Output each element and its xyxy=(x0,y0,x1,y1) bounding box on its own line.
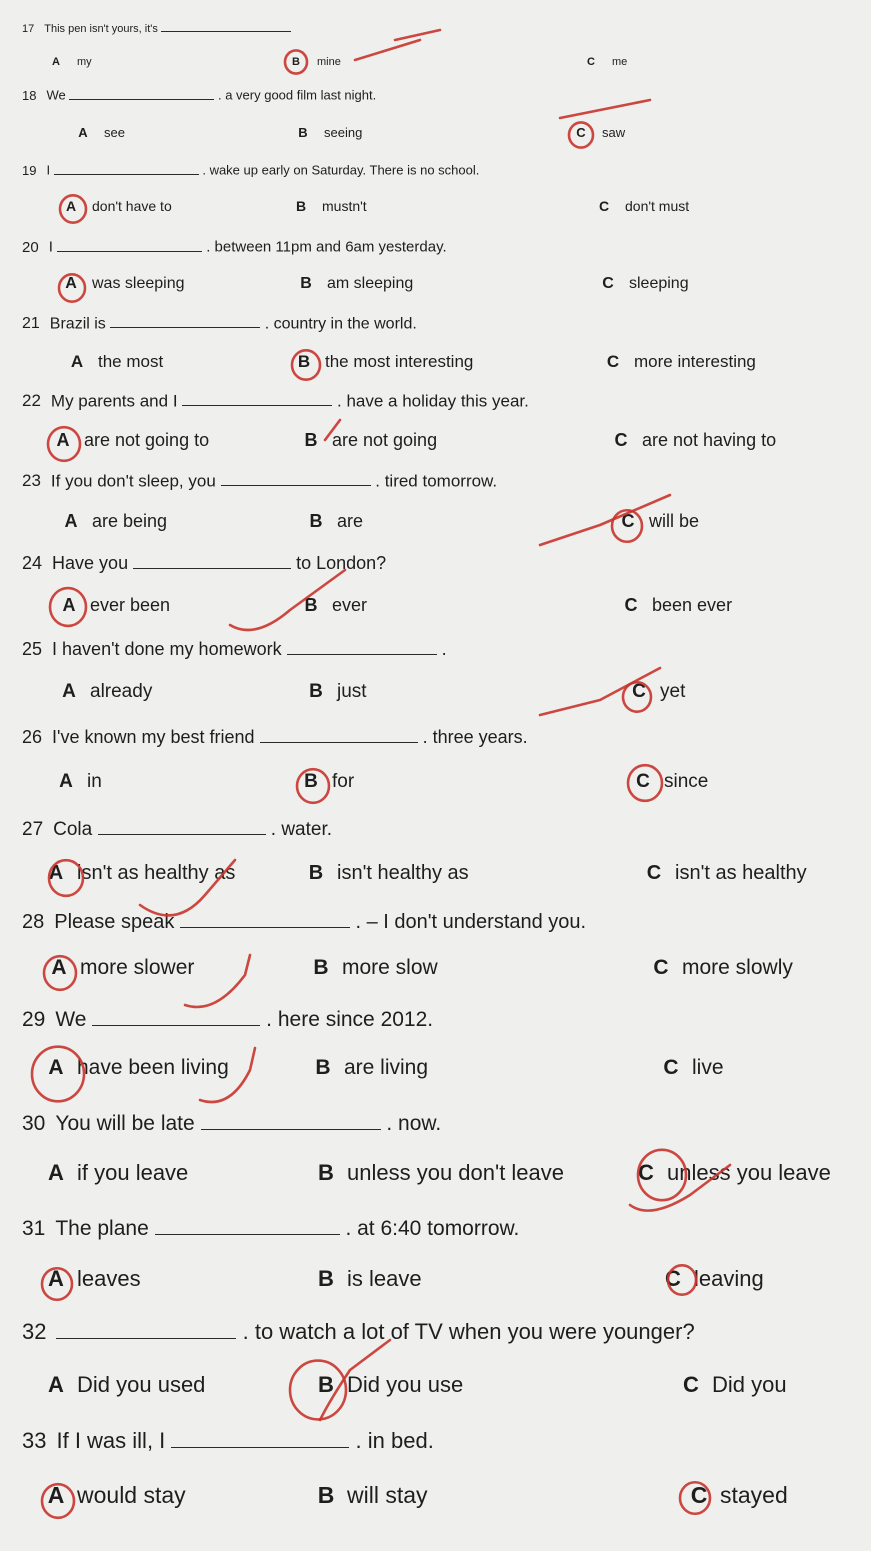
question-number: 33 xyxy=(22,1427,47,1453)
answer-blank[interactable] xyxy=(69,87,214,100)
option-a[interactable] xyxy=(72,125,125,140)
option-text: isn't as healthy as xyxy=(77,862,236,884)
option-text: are not going xyxy=(332,430,438,450)
option-letter: A xyxy=(78,125,88,140)
option-letter: C xyxy=(576,125,586,140)
stem-text-before: I xyxy=(46,162,51,178)
question-stem xyxy=(22,1427,434,1454)
option-letter: B xyxy=(304,595,318,615)
option-letter: C xyxy=(690,1482,708,1508)
answer-blank[interactable] xyxy=(171,1427,349,1448)
option-letter: A xyxy=(62,595,76,615)
question-number: 25 xyxy=(22,639,43,660)
option-b[interactable] xyxy=(310,956,438,980)
option-text: just xyxy=(337,681,367,702)
option-text: since xyxy=(664,771,709,792)
option-text: see xyxy=(104,125,125,140)
option-a[interactable] xyxy=(45,1372,205,1398)
option-a[interactable] xyxy=(58,681,152,703)
option-a[interactable] xyxy=(45,1056,229,1080)
option-text: already xyxy=(90,681,153,702)
option-a[interactable] xyxy=(48,956,194,980)
option-text: saw xyxy=(602,125,626,140)
option-letter: A xyxy=(64,511,78,531)
stem-text-after: . xyxy=(441,639,447,660)
question-stem xyxy=(22,390,529,411)
answer-blank[interactable] xyxy=(180,909,350,928)
question-number: 27 xyxy=(22,819,44,841)
option-letter: A xyxy=(65,198,77,214)
answer-blank[interactable] xyxy=(110,313,260,328)
stem-text-after: . to watch a lot of TV when you were younger? xyxy=(242,1318,695,1344)
stem-text-after: . at 6:40 tomorrow. xyxy=(345,1216,520,1240)
option-b[interactable] xyxy=(305,862,469,885)
option-letter: A xyxy=(48,1056,64,1079)
option-text: Did you use xyxy=(347,1372,464,1397)
stem-text-after: . tired tomorrow. xyxy=(375,471,498,491)
stem-text-before: We xyxy=(55,1007,87,1031)
option-a[interactable] xyxy=(45,1482,186,1509)
stem-text-before: Please speak xyxy=(54,911,175,933)
question-stem xyxy=(22,638,447,660)
answer-blank[interactable] xyxy=(98,817,266,835)
option-letter: C xyxy=(663,1056,679,1079)
question-stem xyxy=(22,237,447,256)
question-stem xyxy=(22,552,386,574)
option-text: are being xyxy=(92,511,168,531)
option-letter: B xyxy=(308,862,324,884)
question-stem xyxy=(22,21,291,35)
stem-text-before: We xyxy=(46,87,66,103)
option-c[interactable] xyxy=(643,862,807,885)
option-letter: B xyxy=(318,1372,334,1397)
question-stem xyxy=(22,726,528,748)
option-letter: C xyxy=(587,56,595,68)
option-text: are not having to xyxy=(642,430,777,450)
answer-blank[interactable] xyxy=(260,726,418,743)
option-a[interactable] xyxy=(55,771,102,793)
option-text: me xyxy=(612,56,628,68)
option-text: mustn't xyxy=(322,198,367,214)
option-letter: C xyxy=(598,198,610,214)
option-letter: C xyxy=(624,595,638,615)
option-letter: C xyxy=(683,1372,699,1397)
option-letter: C xyxy=(646,862,662,884)
option-c[interactable] xyxy=(635,1160,831,1186)
option-text: the most interesting xyxy=(325,352,474,371)
option-text: mine xyxy=(317,56,341,68)
option-letter: B xyxy=(317,1482,335,1508)
question-number: 31 xyxy=(22,1216,46,1240)
option-text: leaves xyxy=(77,1266,141,1291)
option-c[interactable] xyxy=(570,125,625,140)
option-c[interactable] xyxy=(662,1266,764,1292)
option-text: ever xyxy=(332,595,368,615)
option-c[interactable] xyxy=(660,1056,724,1080)
stem-text-before: Have you xyxy=(52,553,129,574)
option-letter: B xyxy=(313,956,329,979)
option-b[interactable] xyxy=(300,595,367,616)
option-text: don't have to xyxy=(92,198,172,214)
stem-text-after: . a very good film last night. xyxy=(217,87,377,103)
question-stem xyxy=(22,1110,441,1136)
option-text: are not going to xyxy=(84,430,210,450)
option-letter: A xyxy=(48,1372,64,1397)
option-a[interactable] xyxy=(45,862,235,885)
question-stem xyxy=(22,1006,433,1032)
option-b[interactable] xyxy=(300,430,437,451)
option-a[interactable] xyxy=(60,511,167,532)
stem-text-after: . now. xyxy=(386,1111,442,1135)
option-b[interactable] xyxy=(295,275,413,293)
option-letter: A xyxy=(47,1482,65,1508)
option-c[interactable] xyxy=(610,430,776,451)
option-letter: B xyxy=(298,125,308,140)
answer-blank[interactable] xyxy=(56,1318,236,1339)
option-text: been ever xyxy=(652,595,733,615)
option-letter: B xyxy=(318,1160,334,1185)
option-text: more slow xyxy=(342,956,438,979)
question-stem xyxy=(22,817,332,841)
option-text: the most xyxy=(98,352,164,371)
option-text: will be xyxy=(649,511,700,531)
option-text: Did you used xyxy=(77,1372,206,1397)
option-text: more slower xyxy=(80,956,195,979)
stem-text-after: to London? xyxy=(296,553,387,574)
option-text: isn't healthy as xyxy=(337,862,469,884)
option-c[interactable] xyxy=(632,771,708,793)
option-letter: C xyxy=(602,275,614,292)
option-text: will stay xyxy=(347,1482,428,1508)
option-letter: B xyxy=(318,1266,334,1291)
question-stem xyxy=(22,87,376,103)
stem-text-after: . country in the world. xyxy=(264,315,417,333)
option-text: if you leave xyxy=(77,1160,189,1185)
question-number: 21 xyxy=(22,315,40,333)
option-a[interactable] xyxy=(45,56,92,68)
stem-text-before: The plane xyxy=(55,1216,149,1240)
option-letter: B xyxy=(309,681,323,702)
option-b[interactable] xyxy=(315,1372,463,1398)
question-number: 29 xyxy=(22,1007,46,1031)
answer-blank[interactable] xyxy=(287,638,437,655)
option-text: are living xyxy=(344,1056,429,1079)
stem-text-after: . here since 2012. xyxy=(266,1007,434,1031)
option-c[interactable] xyxy=(593,198,689,214)
option-b[interactable] xyxy=(312,1056,428,1080)
option-text: more slowly xyxy=(682,956,793,979)
option-letter: A xyxy=(51,956,67,979)
option-text: don't must xyxy=(625,198,690,214)
stem-text-before: My parents and I xyxy=(50,391,178,411)
option-a[interactable] xyxy=(60,198,172,214)
option-text: live xyxy=(692,1056,724,1079)
stem-text-before: Brazil is xyxy=(49,315,106,333)
option-c[interactable] xyxy=(680,1372,787,1398)
option-letter: B xyxy=(304,430,318,450)
option-text: are xyxy=(337,511,364,531)
option-letter: A xyxy=(48,1160,64,1185)
stem-text-after: . in bed. xyxy=(355,1427,434,1453)
option-b[interactable] xyxy=(285,56,341,68)
answer-blank[interactable] xyxy=(57,237,202,252)
option-text: leaving xyxy=(694,1266,764,1291)
option-a[interactable] xyxy=(52,430,209,451)
question-stem xyxy=(22,162,479,178)
question-number: 19 xyxy=(22,162,37,178)
option-letter: C xyxy=(665,1266,681,1291)
option-letter: A xyxy=(62,681,76,702)
option-a[interactable] xyxy=(58,595,170,616)
stem-text-after: . wake up early on Saturday. There is no school. xyxy=(202,162,480,178)
option-letter: C xyxy=(636,771,650,792)
option-text: isn't as healthy xyxy=(675,862,807,884)
option-text: sleeping xyxy=(629,275,689,292)
answer-blank[interactable] xyxy=(182,390,332,406)
stem-text-before: I xyxy=(48,238,53,256)
option-letter: C xyxy=(638,1160,654,1185)
option-b[interactable] xyxy=(293,352,473,372)
option-b[interactable] xyxy=(290,198,367,214)
option-a[interactable] xyxy=(60,275,185,293)
option-text: Did you xyxy=(712,1372,787,1397)
option-letter: C xyxy=(653,956,669,979)
option-letter: A xyxy=(48,1266,64,1291)
option-b[interactable] xyxy=(300,771,354,793)
option-c[interactable] xyxy=(602,352,756,372)
option-text: for xyxy=(332,771,355,792)
option-c[interactable] xyxy=(650,956,793,980)
question-stem xyxy=(22,1318,695,1345)
stem-text-after: . – I don't understand you. xyxy=(355,911,587,933)
stem-text-after: . have a holiday this year. xyxy=(337,391,529,411)
question-stem xyxy=(22,1215,519,1241)
stem-text-before: If you don't sleep, you xyxy=(50,471,216,491)
option-text: would stay xyxy=(77,1482,186,1508)
option-a[interactable] xyxy=(45,1266,141,1292)
option-c[interactable] xyxy=(628,681,685,703)
option-text: seeing xyxy=(324,125,363,140)
option-text: in xyxy=(87,771,102,792)
question-stem xyxy=(22,909,586,934)
answer-blank[interactable] xyxy=(54,162,199,175)
answer-blank[interactable] xyxy=(221,470,371,486)
stem-text-before: Cola xyxy=(53,819,93,841)
option-b[interactable] xyxy=(292,125,362,140)
option-letter: C xyxy=(614,430,628,450)
answer-blank[interactable] xyxy=(155,1215,340,1235)
stem-text-after: . between 11pm and 6am yesterday. xyxy=(206,238,447,256)
option-text: was sleeping xyxy=(92,275,185,292)
option-letter: B xyxy=(309,511,323,531)
question-stem xyxy=(22,470,497,491)
option-letter: A xyxy=(59,771,73,792)
question-number: 23 xyxy=(22,471,41,491)
option-letter: A xyxy=(48,862,64,884)
answer-blank[interactable] xyxy=(92,1006,260,1026)
question-stem xyxy=(22,313,417,333)
option-b[interactable] xyxy=(315,1160,564,1186)
option-letter: A xyxy=(56,430,70,450)
option-letter: C xyxy=(606,352,620,371)
stem-text-before: This pen isn't yours, it's xyxy=(44,22,158,35)
option-text: more interesting xyxy=(634,352,756,371)
answer-blank[interactable] xyxy=(201,1110,381,1130)
question-number: 22 xyxy=(22,391,41,411)
stem-text-before: I haven't done my homework xyxy=(52,639,282,660)
option-letter: B xyxy=(315,1056,331,1079)
answer-blank[interactable] xyxy=(161,21,291,32)
option-letter: A xyxy=(52,56,60,68)
question-number: 30 xyxy=(22,1111,46,1135)
option-b[interactable] xyxy=(305,681,367,703)
option-letter: B xyxy=(297,352,311,371)
question-number: 20 xyxy=(22,238,39,256)
option-a[interactable] xyxy=(66,352,163,372)
option-text: have been living xyxy=(77,1056,229,1079)
option-b[interactable] xyxy=(305,511,363,532)
option-c[interactable] xyxy=(688,1482,788,1509)
question-number: 26 xyxy=(22,727,43,748)
stem-text-before: You will be late xyxy=(55,1111,195,1135)
option-letter: B xyxy=(295,198,307,214)
option-c[interactable] xyxy=(620,595,732,616)
option-c[interactable] xyxy=(580,56,627,68)
option-text: is leave xyxy=(347,1266,422,1291)
option-letter: A xyxy=(70,352,84,371)
option-text: am sleeping xyxy=(327,275,414,292)
option-text: yet xyxy=(660,681,686,702)
option-text: unless you don't leave xyxy=(347,1160,565,1185)
option-text: ever been xyxy=(90,595,171,615)
option-letter: B xyxy=(300,275,312,292)
question-number: 24 xyxy=(22,553,43,574)
stem-text-after: . water. xyxy=(270,819,333,841)
answer-blank[interactable] xyxy=(133,552,291,569)
option-letter: B xyxy=(304,771,318,792)
option-text: my xyxy=(77,56,92,68)
option-letter: C xyxy=(632,681,646,702)
option-a[interactable] xyxy=(45,1160,188,1186)
option-text: stayed xyxy=(720,1482,788,1508)
option-letter: A xyxy=(65,275,77,292)
stem-text-before: I've known my best friend xyxy=(52,727,255,748)
option-letter: C xyxy=(621,511,635,531)
question-number: 17 xyxy=(22,22,35,35)
stem-text-after: . three years. xyxy=(422,727,528,748)
option-b[interactable] xyxy=(315,1266,422,1292)
option-letter: B xyxy=(292,56,300,68)
option-text: unless you leave xyxy=(667,1160,831,1185)
option-c[interactable] xyxy=(597,275,689,293)
question-number: 28 xyxy=(22,911,45,933)
option-c[interactable] xyxy=(617,511,699,532)
option-b[interactable] xyxy=(315,1482,428,1509)
question-number: 18 xyxy=(22,87,37,103)
stem-text-before: If I was ill, I xyxy=(56,1427,166,1453)
question-number: 32 xyxy=(22,1318,47,1344)
